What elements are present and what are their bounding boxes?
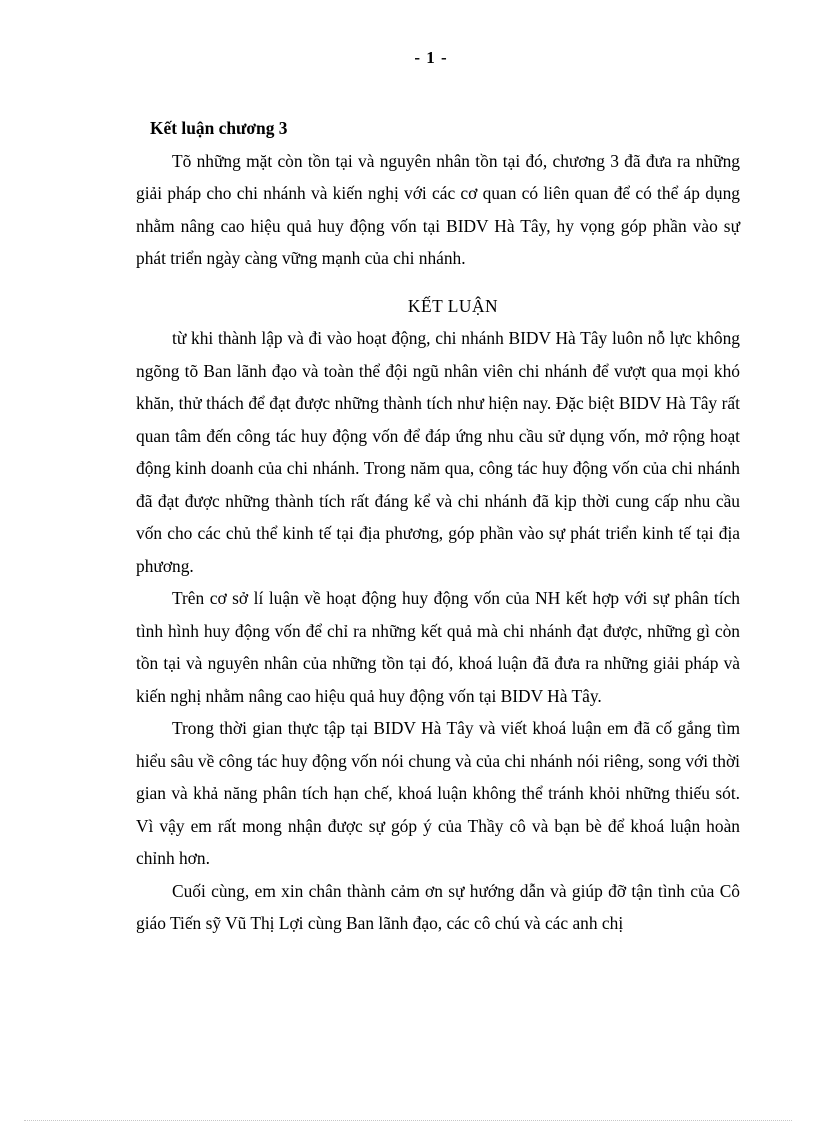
conclusion-paragraph-4: Cuối cùng, em xin chân thành cảm ơn sự hướng dẫn và giúp đỡ tận tình của Cô giáo Tiến sỹ Vũ Thị Lợi cùng Ban lãnh đạo, các cô chú và các anh chị: [136, 880, 740, 933]
page-number: - 1 -: [414, 48, 448, 67]
conclusion-paragraph-2: Trên cơ sở lí luận về hoạt động huy động vốn của NH kết hợp với sự phân tích tình hình huy động vốn để chỉ ra những kết quả mà chi nhánh đạt được, những gì còn tồn tại và nguyên nhân của những tồn tại đó, khoá luận đã đưa ra những giải pháp và kiến nghị nhằm nâng cao hiệu quả huy động vốn tại BIDV Hà Tây.: [136, 588, 740, 706]
chapter-3-conclusion-heading: Kết luận chương 3: [150, 118, 288, 138]
conclusion-title: KẾT LUẬN: [407, 295, 499, 316]
conclusion-paragraph-1: từ khi thành lập và đi vào hoạt động, chi nhánh BIDV Hà Tây luôn nỗ lực không ngõng tõ Ban lãnh đạo và toàn thể đội ngũ nhân viên chi nhánh để vượt qua mọi khó khăn, thử thách để đạt được những thành tích như hiện nay. Đặc biệt BIDV Hà Tây rất quan tâm đến công tác huy động vốn để đáp ứng nhu cầu sử dụng vốn, mở rộng hoạt động kinh doanh của chi nhánh. Trong năm qua, công tác huy động vốn của chi nhánh đã đạt được những thành tích rất đáng kể và chi nhánh đã kịp thời cung cấp nhu cầu vốn cho các chủ thể kinh tế tại địa phương, góp phần vào sự phát triển kinh tế tại địa phương.: [136, 328, 740, 576]
chapter-3-conclusion-paragraph: Tõ những mặt còn tồn tại và nguyên nhân tồn tại đó, chương 3 đã đưa ra những giải pháp cho chi nhánh và kiến nghị với các cơ quan có liên quan để có thể áp dụng nhằm nâng cao hiệu quả huy động vốn tại BIDV Hà Tây, hy vọng góp phần vào sự phát triển ngày càng vững mạnh của chi nhánh.: [136, 150, 740, 268]
document-body: [136, 112, 740, 940]
conclusion-paragraph-3: Trong thời gian thực tập tại BIDV Hà Tây và viết khoá luận em đã cố gắng tìm hiểu sâu về công tác huy động vốn nói chung và của chi nhánh nói riêng, song với thời gian và khả năng phân tích hạn chế, khoá luận không thể tránh khỏi những thiếu sót. Vì vậy em rất mong nhận được sự góp ý của Thầy cô và bạn bè để khoá luận hoàn chỉnh hơn.: [136, 718, 740, 868]
page-bottom-divider: [24, 1120, 792, 1121]
